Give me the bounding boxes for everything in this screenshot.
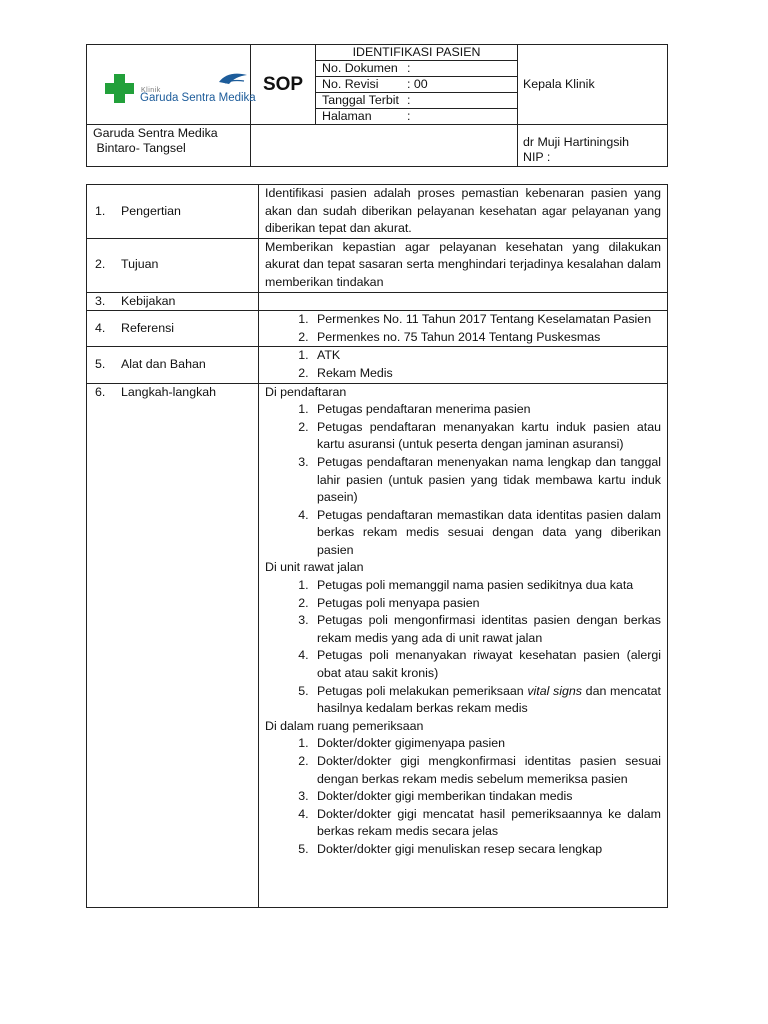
row-tujuan	[87, 238, 668, 292]
logo-clinic-name: Garuda Sentra Medika	[140, 92, 256, 104]
kebijakan-text	[259, 292, 668, 311]
list-item: 1. Dokter/dokter gigimenyapa pasien	[312, 735, 661, 753]
medical-cross-icon	[105, 74, 134, 103]
row-label: Alat dan Bahan	[121, 357, 206, 372]
logo-small-text: Klinik	[141, 87, 161, 94]
meta-no-dokumen: No. Dokumen :	[316, 61, 518, 77]
pengertian-text: Identifikasi pasien adalah proses pemastian kebenaran pasien yang akan dan sudah diberikan pelayanan kesehatan agar pelayanan yang diberikan tepat dan akurat.	[259, 185, 668, 239]
section-heading: Di unit rawat jalan	[265, 560, 364, 575]
row-label: Pengertian	[121, 203, 181, 218]
rawat-jalan-steps	[265, 577, 661, 718]
langkah-content	[265, 384, 661, 907]
list-item: 3. Petugas poli mengonfirmasi identitas pasien dengan berkas rekam medis yang ada di unit rawat jalan	[312, 612, 661, 647]
logo-cell	[87, 45, 256, 125]
section-heading: Di dalam ruang pemeriksaan	[265, 718, 424, 733]
sop-content-table	[86, 184, 668, 908]
referensi-list	[265, 311, 661, 346]
empty-cell	[251, 125, 518, 167]
row-label: Kebijakan	[121, 293, 176, 308]
signer-name: dr Muji Hartiningsih	[523, 135, 630, 149]
row-label: Tujuan	[121, 257, 159, 272]
garuda-bird-icon	[217, 71, 249, 87]
row-number: 4.	[95, 320, 106, 335]
list-item: 4. Dokter/dokter gigi mencatat hasil pemeriksaannya ke dalam berkas rekam medis secara jelas	[312, 806, 661, 841]
list-item: 4. Petugas pendaftaran memastikan data identitas pasien dalam berkas rekam medis sesuai dengan data yang diberikan pasien	[312, 507, 661, 560]
meta-halaman: Halaman :	[316, 109, 518, 125]
list-item: 2. Petugas poli menyapa pasien	[312, 595, 661, 613]
list-item: 3. Petugas pendaftaran menenyakan nama lengkap dan tanggal lahir pasien (untuk pasien yang tidak membawa kartu induk pasein)	[312, 454, 661, 507]
row-langkah	[87, 383, 668, 907]
meta-tanggal-terbit: Tanggal Terbit :	[316, 93, 518, 109]
list-item: 1. Petugas pendaftaran menerima pasien	[312, 401, 661, 419]
organization-info	[87, 125, 251, 167]
section-heading: Di pendaftaran	[265, 384, 347, 399]
row-label: Langkah-langkah	[121, 384, 217, 399]
list-item: 2. Dokter/dokter gigi mengkonfirmasi identitas pasien sesuai dengan berkas rekam medis sebelum memeriksa pasien	[312, 753, 661, 788]
organization-name: Garuda Sentra Medika	[93, 126, 218, 140]
list-item: 1. ATK	[312, 347, 661, 365]
signer-info	[518, 125, 668, 167]
signer-nip: NIP :	[523, 150, 551, 164]
meta-no-revisi: No. Revisi : 00	[316, 77, 518, 93]
row-number: 1.	[95, 203, 106, 218]
list-item: 2. Rekam Medis	[312, 365, 661, 383]
kepala-klinik-label: Kepala Klinik	[518, 45, 668, 125]
pemeriksaan-steps	[265, 735, 661, 858]
document-title: IDENTIFIKASI PASIEN	[316, 45, 518, 61]
organization-location: Bintaro- Tangsel	[93, 141, 186, 155]
sop-header-table	[86, 44, 668, 167]
list-item: 4. Petugas poli menanyakan riwayat kesehatan pasien (alergi obat atau sakit kronis)	[312, 647, 661, 682]
list-item: 2. Petugas pendaftaran menanyakan kartu induk pasien atau kartu asuransi (untuk peserta dengan jaminan asuransi)	[312, 419, 661, 454]
row-number: 2.	[95, 257, 106, 272]
tujuan-text: Memberikan kepastian agar pelayanan kesehatan yang dilakukan akurat dan tepat sasaran serta menghindari terjadinya kesalahan dalam memberikan tindakan	[259, 238, 668, 292]
alat-list	[265, 347, 661, 382]
clinic-logo	[105, 71, 256, 111]
list-item: 5. Petugas poli melakukan pemeriksaan vital signs dan mencatat hasilnya kedalam berkas rekam medis	[312, 683, 661, 718]
list-item: 5. Dokter/dokter gigi menuliskan resep secara lengkap	[312, 841, 661, 859]
list-item: 3. Dokter/dokter gigi memberikan tindakan medis	[312, 788, 661, 806]
row-label: Referensi	[121, 320, 175, 335]
row-referensi	[87, 311, 668, 347]
list-item: 1. Permenkes No. 11 Tahun 2017 Tentang Keselamatan Pasien	[312, 311, 661, 329]
row-number: 6.	[95, 384, 106, 399]
pendaftaran-steps	[265, 401, 661, 559]
row-kebijakan	[87, 292, 668, 311]
sop-label: SOP	[251, 45, 316, 125]
row-alat-bahan	[87, 347, 668, 383]
row-number: 5.	[95, 357, 106, 372]
row-number: 3.	[95, 293, 106, 308]
row-pengertian	[87, 185, 668, 239]
list-item: 2. Permenkes no. 75 Tahun 2014 Tentang Puskesmas	[312, 329, 661, 347]
list-item: 1. Petugas poli memanggil nama pasien sedikitnya dua kata	[312, 577, 661, 595]
